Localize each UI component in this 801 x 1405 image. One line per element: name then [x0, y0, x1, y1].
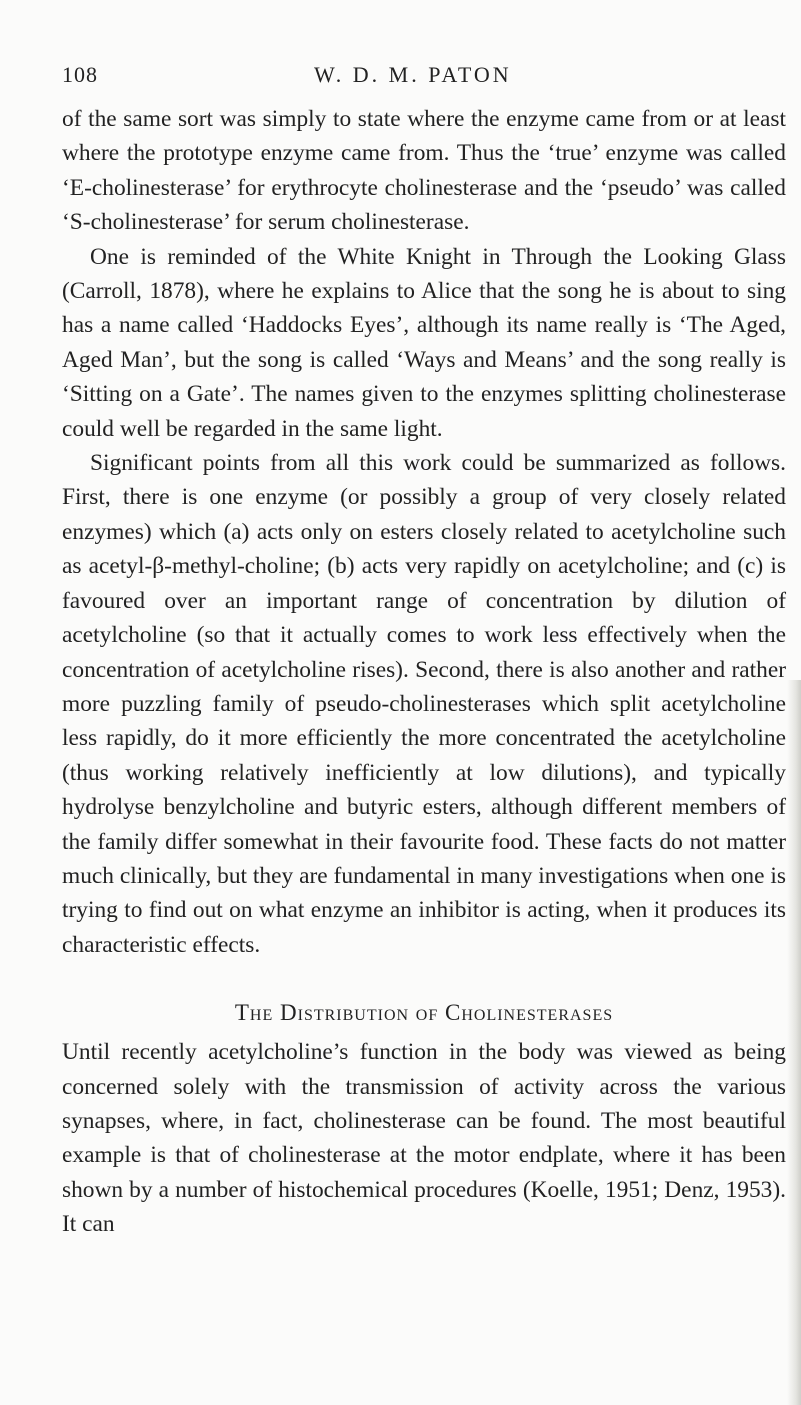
paragraph: Significant points from all this work could be summarized as follows. First, there is one enzyme (or possibly a group of very closely related enzymes) which (a) acts only on esters closely related to acetylcholine such as acetyl-β-methyl-choline; (b) acts very rapidly on acetylcholine; and (c) is favoured over an important range of concentration by dilution of acetylcholine (so that it actually comes to work less effectively when the concentration of acetylcholine rises). Second, there is also another and rather more puzzling family of pseudo-cholinesterases which split acetylcholine less rapidly, do it more efficiently the more concentrated the acetylcholine (thus working relatively inefficiently at low dilutions), and typically hydrolyse benzylcholine and butyric esters, although different members of the family differ somewhat in their favourite food. These facts do not matter much clinically, but they are fundamental in many investigations when one is trying to find out on what enzyme an inhibitor is acting, when it produces its characteristic effects.	[62, 450, 786, 958]
running-head: W. D. M. PATON	[314, 62, 512, 87]
paragraph: One is reminded of the White Knight in Through the Looking Glass (Carroll, 1878), where he explains to Alice that the song he is about to sing has a name called ‘Haddocks Eyes’, although its name really is ‘The Aged, Aged Man’, but the song is called ‘Ways and Means’ and the song really is ‘Sitting on a Gate’. The names given to the enzymes splitting cholinesterase could well be regarded in the same light.	[62, 243, 786, 442]
section-heading-text: The Distribution of Cholinesterases	[234, 1000, 614, 1026]
section-heading	[62, 996, 786, 1031]
page-header	[62, 62, 786, 96]
paragraph: of the same sort was simply to state where the enzyme came from or at least where the prototype enzyme came from. Thus the ‘true’ enzyme was called ‘E-cholinesterase’ for erythrocyte cholinesterase and the ‘pseudo’ was called ‘S-cholinesterase’ for serum cholinesterase.	[62, 106, 786, 236]
page-number: 108	[62, 62, 98, 87]
paragraph: Until recently acetylcholine’s function in the body was viewed as being concerned solely with the transmission of activity across the various synapses, where, in fact, cholinesterase can be found. The most beautiful example is that of cholinesterase at the motor endplate, where it has been shown by a number of histochemical procedures (Koelle, 1951; Denz, 1953). It can	[62, 1039, 786, 1238]
book-page	[62, 62, 786, 1242]
body-text	[62, 102, 786, 1242]
page-edge-shadow	[787, 680, 801, 1405]
